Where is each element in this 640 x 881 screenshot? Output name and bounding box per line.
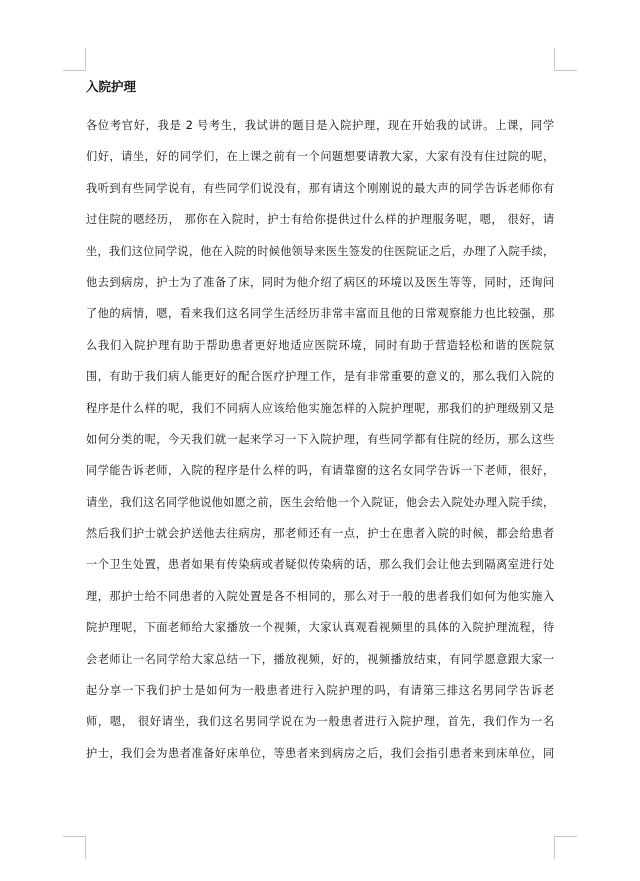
text-line: 他去到病房，护士为了准备了床，同时为他介绍了病区的环境以及医生等等，同时，还询问 [86, 275, 554, 289]
text-line: 起分享一下我们护士是如何为一般患者进行入院护理的吗，有请第三排这名男同学告诉老 [86, 684, 554, 698]
text-line: 我听到有些同学说有，有些同学们说没有，那有请这个刚刚说的最大声的同学告诉老师你有 [86, 181, 554, 195]
page-corner-mark-bottom-left [63, 836, 86, 859]
text-line: 同学能告诉老师，入院的程序是什么样的吗，有请靠窗的这名女同学告诉一下老师，很好， [86, 464, 554, 478]
text-line: 们好，请坐，好的同学们，在上课之前有一个问题想要请教大家，大家有没有住过院的呢， [86, 150, 554, 164]
text-line: 么我们入院护理有助于帮助患者更好地适应医院环境，同时有助于营造轻松和谐的医院氛 [86, 338, 554, 352]
text-line: 理，那护士给不同患者的入院处置是各不相同的，那么对于一般的患者我们如何为他实施入 [86, 589, 554, 603]
text-line: 师，嗯， 很好请坐，我们这名男同学说在为一般患者进行入院护理，首先，我们作为一名 [86, 715, 554, 729]
text-line: 如何分类的呢，今天我们就一起来学习一下入院护理，有些同学都有住院的经历，那么这些 [86, 432, 554, 446]
text-line: 会老师让一名同学给大家总结一下，播放视频，好的，视频播放结束，有同学愿意跟大家一 [86, 652, 554, 666]
document-title: 入院护理 [86, 79, 137, 94]
text-line: 然后我们护士就会护送他去往病房，那老师还有一点，护士在患者入院的时候，都会给患者 [86, 527, 554, 541]
document-body [86, 116, 554, 775]
text-line: 院护理呢，下面老师给大家播放一个视频，大家认真观看视频里的具体的入院护理流程，待 [86, 621, 554, 635]
text-line: 坐，我们这位同学说，他在入院的时候他领导来医生签发的住医院证之后，办理了入院手续， [86, 244, 554, 258]
text-line: 一个卫生处置，患者如果有传染病或者疑似传染病的话，那么我们会让他去到隔离室进行处 [86, 558, 554, 572]
text-line: 程序是什么样的呢，我们不同病人应该给他实施怎样的入院护理呢，那我们的护理级别又是 [86, 401, 554, 415]
text-line: 过住院的嗯经历， 那你在入院时，护士有给你提供过什么样的护理服务呢，嗯， 很好，请 [86, 213, 554, 227]
page-corner-mark-bottom-right [554, 836, 577, 859]
text-line: 围，有助于我们病人能更好的配合医疗护理工作，是有非常重要的意义的，那么我们入院的 [86, 370, 554, 384]
page-corner-mark-top-right [554, 48, 577, 71]
text-line: 了他的病情，嗯，看来我们这名同学生活经历非常丰富而且他的日常观察能力也比较强，那 [86, 307, 554, 321]
text-line: 请坐，我们这名同学他说他如愿之前，医生会给他一个入院证，他会去入院处办理入院手续， [86, 495, 554, 509]
page-corner-mark-top-left [63, 48, 86, 71]
text-line: 护士，我们会为患者准备好床单位，等患者来到病房之后，我们会指引患者来到床单位，同 [86, 746, 554, 760]
text-line: 各位考官好，我是 2 号考生，我试讲的题目是入院护理，现在开始我的试讲。上课，同学 [86, 119, 554, 132]
